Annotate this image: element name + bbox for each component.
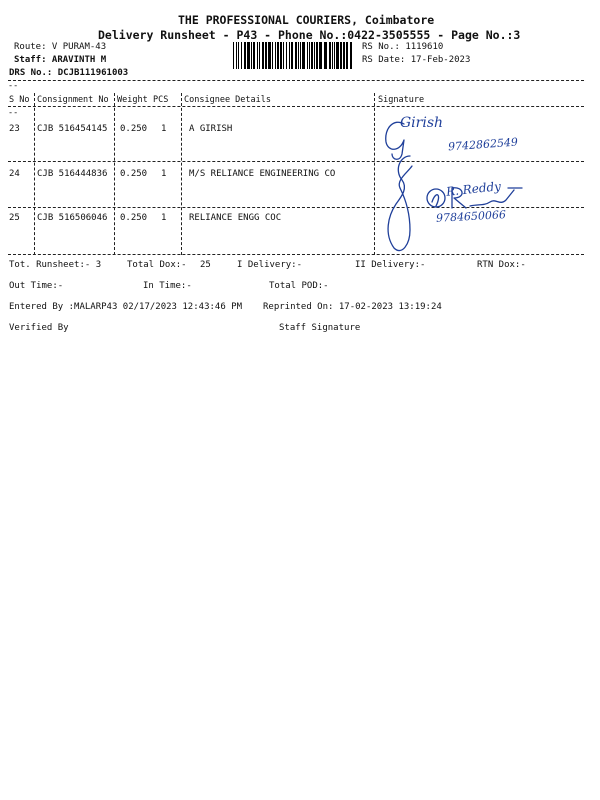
barcode-bar (295, 42, 297, 69)
barcode-bar (262, 42, 264, 69)
barcode-bar (319, 42, 322, 69)
row-consignment: CJB 516444836 (37, 169, 108, 179)
row-consignee: RELIANCE ENGG COC (189, 213, 282, 223)
barcode-bar (329, 42, 331, 69)
runsheet-subtitle: Delivery Runsheet - P43 - Phone No.:0422-3505555 - Page No.:3 (98, 28, 521, 42)
col-divider (34, 93, 35, 255)
barcode-bar (343, 42, 345, 69)
row-consignment: CJB 516454145 (37, 124, 108, 134)
barcode-bar (302, 42, 305, 69)
barcode-bar (286, 42, 287, 69)
dash-marker: -- (8, 81, 19, 91)
row-pcs: 1 (161, 213, 167, 223)
barcode-bar (324, 42, 327, 69)
barcode-bar (311, 42, 313, 69)
tot-runsheet: Tot. Runsheet:- 3 (9, 260, 102, 270)
barcode-bar (244, 42, 246, 69)
barcode (231, 42, 355, 69)
barcode-bar (307, 42, 308, 69)
barcode-bar (309, 42, 310, 69)
signature-phone-2: 9784650066 (435, 208, 507, 225)
entered-by: Entered By :MALARP43 02/17/2023 12:43:46 PM (9, 302, 242, 312)
barcode-bar (272, 42, 273, 69)
barcode-bar (257, 42, 258, 69)
total-dox-label: Total Dox:- (127, 260, 187, 270)
barcode-bar (247, 42, 250, 69)
i-delivery: I Delivery:- (237, 260, 303, 270)
barcode-bar (233, 42, 234, 69)
row-weight: 0.250 (120, 124, 148, 134)
row-sno: 25 (9, 213, 20, 223)
company-title: THE PROFESSIONAL COURIERS, Coimbatore (178, 13, 435, 27)
row-sno: 24 (9, 169, 20, 179)
col-pcs: PCS (153, 95, 169, 105)
barcode-bar (253, 42, 255, 69)
barcode-bar (259, 42, 260, 69)
row-pcs: 1 (161, 124, 167, 134)
total-dox-value: 25 (200, 260, 211, 270)
barcode-bar (236, 42, 237, 69)
row-sno: 23 (9, 124, 20, 134)
in-time: In Time:- (143, 281, 192, 291)
row-consignee: A GIRISH (189, 124, 233, 134)
barcode-bar (350, 42, 352, 69)
rs-date: RS Date: 17-Feb-2023 (362, 55, 471, 65)
dash-marker: -- (8, 108, 19, 118)
barcode-bar (314, 42, 315, 69)
divider-top (8, 80, 584, 81)
verified-by: Verified By (9, 323, 69, 333)
rtn-dox: RTN Dox:- (477, 260, 526, 270)
signature-phone-1: 9742862549 (447, 135, 519, 154)
ii-delivery: II Delivery:- (355, 260, 426, 270)
row-consignment: CJB 516506046 (37, 213, 108, 223)
barcode-bar (334, 42, 335, 69)
col-sno: S No (9, 95, 30, 105)
barcode-bar (340, 42, 342, 69)
barcode-bar (346, 42, 348, 69)
col-divider (181, 93, 182, 255)
row-weight: 0.250 (120, 213, 148, 223)
barcode-bar (298, 42, 299, 69)
route-text: Route: V PURAM-43 (14, 42, 107, 52)
barcode-bar (280, 42, 282, 69)
barcode-bar (251, 42, 252, 69)
barcode-bar (336, 42, 339, 69)
rs-number: RS No.: 1119610 (362, 42, 444, 52)
col-divider (114, 93, 115, 255)
barcode-bar (289, 42, 290, 69)
staff-signature: Staff Signature (279, 323, 361, 333)
col-signature: Signature (378, 95, 425, 105)
barcode-bar (277, 42, 279, 69)
out-time: Out Time:- (9, 281, 64, 291)
barcode-bar (283, 42, 284, 69)
col-weight: Weight (117, 95, 148, 105)
barcode-bar (275, 42, 276, 69)
reprinted-on: Reprinted On: 17-02-2023 13:19:24 (263, 302, 442, 312)
row-pcs: 1 (161, 169, 167, 179)
signature-name-2: R. Reddy (445, 179, 502, 199)
col-consignee: Consignee Details (184, 95, 271, 105)
barcode-bar (332, 42, 333, 69)
barcode-bar (291, 42, 293, 69)
barcode-bar (265, 42, 267, 69)
barcode-bar (241, 42, 242, 69)
divider-header (8, 106, 584, 107)
drs-number: DRS No.: DCJB111961003 (9, 68, 129, 78)
barcode-bar (238, 42, 239, 69)
col-consignment: Consignment No (37, 95, 109, 105)
row-consignee: M/S RELIANCE ENGINEERING CO (189, 169, 336, 179)
barcode-bar (268, 42, 271, 69)
staff-text: Staff: ARAVINTH M (14, 55, 107, 65)
barcode-bar (316, 42, 318, 69)
barcode-bar (300, 42, 301, 69)
row-weight: 0.250 (120, 169, 148, 179)
signature-name-1: Girish (400, 115, 444, 131)
total-pod: Total POD:- (269, 281, 329, 291)
